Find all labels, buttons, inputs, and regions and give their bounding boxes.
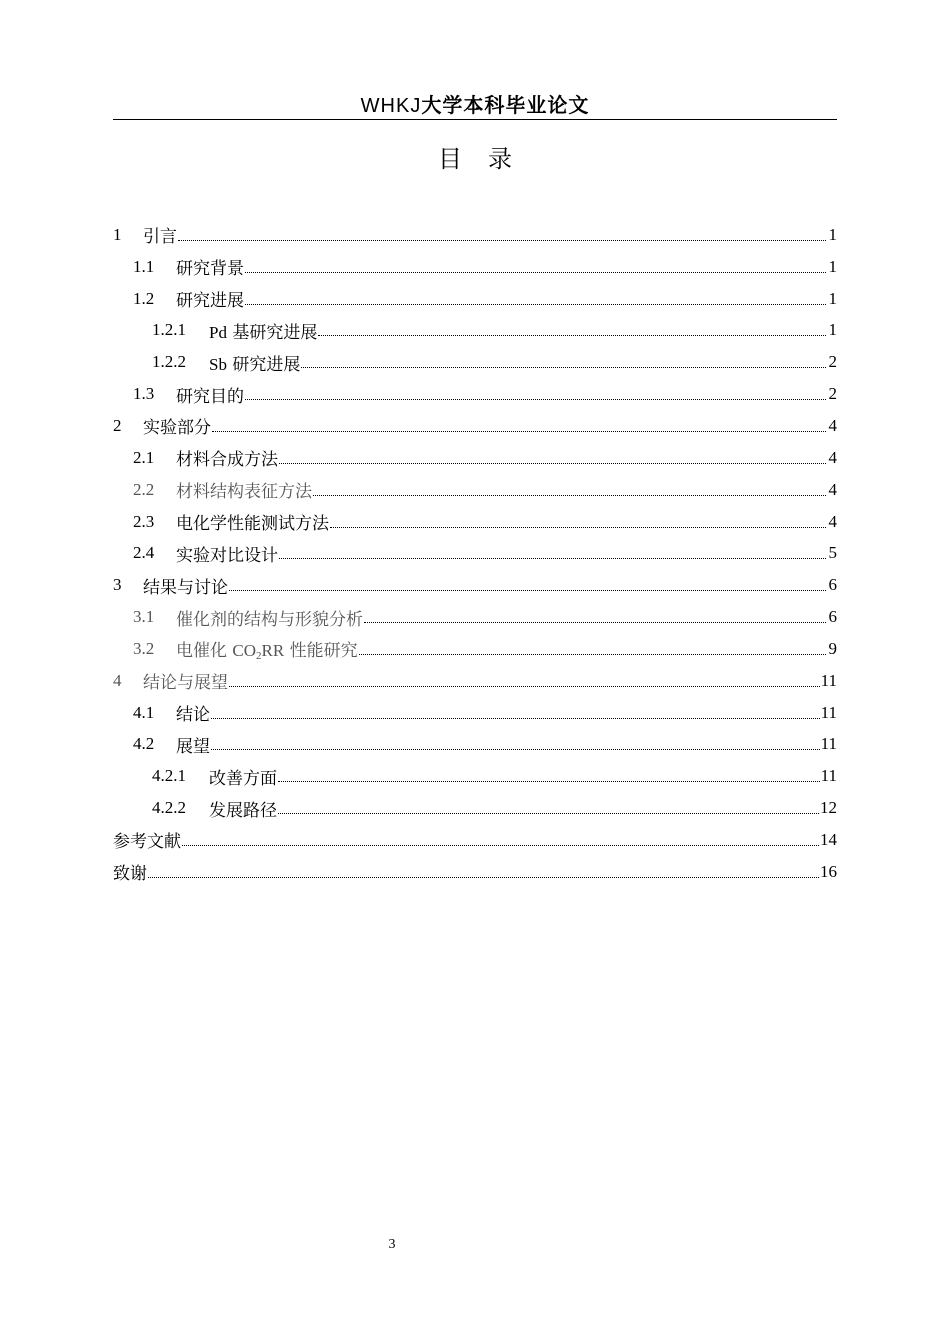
toc-page: 4 [828,415,837,435]
toc-entry-4-2[interactable] [113,729,837,761]
toc-leader [245,255,826,273]
toc-leader [359,637,826,655]
toc-number: 3 [113,575,122,595]
toc-entry-references[interactable] [113,824,837,856]
toc-page: 4 [828,479,837,499]
toc-leader [182,828,819,846]
toc-label [209,350,300,375]
toc-entry-1-3[interactable] [113,378,837,410]
header-university: 大学本科毕业论文 [421,93,590,117]
page-title: 目录 [438,145,538,173]
toc-label: 研究背景 [176,259,244,280]
toc-leader [212,414,826,432]
toc-page: 6 [828,607,837,627]
toc-label: 结果与讨论 [143,577,228,598]
toc-entry-4-1[interactable] [113,697,837,729]
toc-entry-1[interactable] [113,219,837,251]
toc-number: 4 [113,670,122,690]
toc-number: 1.2.2 [152,352,186,372]
toc-page: 1 [828,224,837,244]
toc-entry-acknowledgements[interactable] [113,856,837,888]
toc-number: 3.2 [133,638,155,658]
toc-page: 1 [828,256,837,276]
toc-label: 催化剂的结构与形貌分析 [176,609,363,630]
toc-number: 1.2 [133,288,155,308]
toc-leader [279,446,826,464]
toc-leader [229,573,826,591]
toc-entry-1-1[interactable] [113,251,837,283]
toc-page: 16 [820,861,837,881]
toc-leader [278,796,819,814]
toc-page: 11 [820,734,837,754]
toc-page: 11 [820,702,837,722]
toc-label: 研究目的 [176,386,244,407]
toc-leader [279,541,826,559]
toc-label-co: CO [232,641,257,661]
toc-leader [245,287,826,305]
toc-page: 4 [828,447,837,467]
toc-page: 14 [820,829,837,849]
toc-label: 实验部分 [143,418,211,439]
toc-label: 致谢 [113,864,147,885]
toc-label: 结论 [176,705,210,726]
toc-number: 2.2 [133,479,155,499]
toc-number: 1.3 [133,384,155,404]
toc-number: 4.2.1 [152,766,186,786]
toc-label [209,318,317,343]
toc-leader [245,382,826,400]
toc-entry-3-1[interactable] [113,601,837,633]
toc-page: 11 [820,766,837,786]
toc-label: 展望 [176,736,210,757]
toc-number: 1 [113,224,122,244]
toc-label-subscript: 2 [256,650,262,663]
toc-label-prefix: Pd [209,322,227,342]
toc-entry-4-2-1[interactable] [113,760,837,792]
toc-label: 实验对比设计 [176,545,278,566]
toc-entry-3-2[interactable] [113,633,837,665]
toc-label: 引言 [143,227,177,248]
toc-label-suffix: 性能研究 [289,641,358,662]
toc-label: 发展路径 [209,800,277,821]
toc-label: 材料结构表征方法 [176,482,312,503]
toc-entry-2-3[interactable] [113,506,837,538]
page-number: 3 [388,1237,396,1252]
toc-page: 2 [828,352,837,372]
toc-label: 研究进展 [176,291,244,312]
toc-number: 4.1 [133,702,155,722]
toc-page: 1 [828,288,837,308]
toc-entry-4[interactable] [113,665,837,697]
toc-page: 11 [820,670,837,690]
toc-number: 2.3 [133,511,155,531]
toc-page: 9 [828,638,837,658]
toc-label-text: 电催化 [176,641,227,662]
header-latin: WHKJ [360,95,422,117]
toc-label: 材料合成方法 [176,450,278,471]
toc-entry-1-2-1[interactable] [113,315,837,347]
toc-label-prefix: Sb [209,354,227,374]
toc-page: 6 [828,575,837,595]
toc-leader [148,860,819,878]
toc-entry-1-2[interactable] [113,283,837,315]
toc-label: 结论与展望 [143,673,228,694]
toc-leader [211,701,820,719]
toc-entry-1-2-2[interactable] [113,346,837,378]
toc-leader [364,605,826,623]
toc-leader [178,223,826,241]
toc-leader [211,732,820,750]
toc-number: 2.1 [133,447,155,467]
toc-entry-2[interactable] [113,410,837,442]
toc-entry-4-2-2[interactable] [113,792,837,824]
toc-label: 改善方面 [209,768,277,789]
toc-label: 参考文献 [113,832,181,853]
toc-label [176,636,358,661]
toc-page: 5 [828,543,837,563]
toc-page: 4 [828,511,837,531]
toc-leader [278,764,820,782]
toc-number: 1.1 [133,256,155,276]
toc-page: 2 [828,384,837,404]
toc-number: 4.2.2 [152,798,186,818]
toc-entry-2-4[interactable] [113,537,837,569]
running-header [113,92,837,119]
toc-label-rr: RR [261,641,285,661]
toc-entry-2-2[interactable] [113,474,837,506]
toc-leader [318,318,826,336]
toc-number: 4.2 [133,734,155,754]
toc-number: 2 [113,415,122,435]
toc-label-text: 基研究进展 [232,322,318,343]
toc-number: 2.4 [133,543,155,563]
toc-number: 3.1 [133,607,155,627]
toc-entry-2-1[interactable] [113,442,837,474]
toc-label-text: 研究进展 [232,354,301,375]
toc-entry-3[interactable] [113,569,837,601]
toc-label: 电化学性能测试方法 [176,514,329,535]
table-of-contents [113,219,837,888]
toc-leader [330,510,826,528]
toc-page: 12 [820,798,837,818]
toc-leader [229,669,820,687]
toc-page: 1 [828,320,837,340]
toc-leader [313,478,826,496]
toc-leader [301,350,826,368]
toc-number: 1.2.1 [152,320,186,340]
header-rule [113,119,837,120]
